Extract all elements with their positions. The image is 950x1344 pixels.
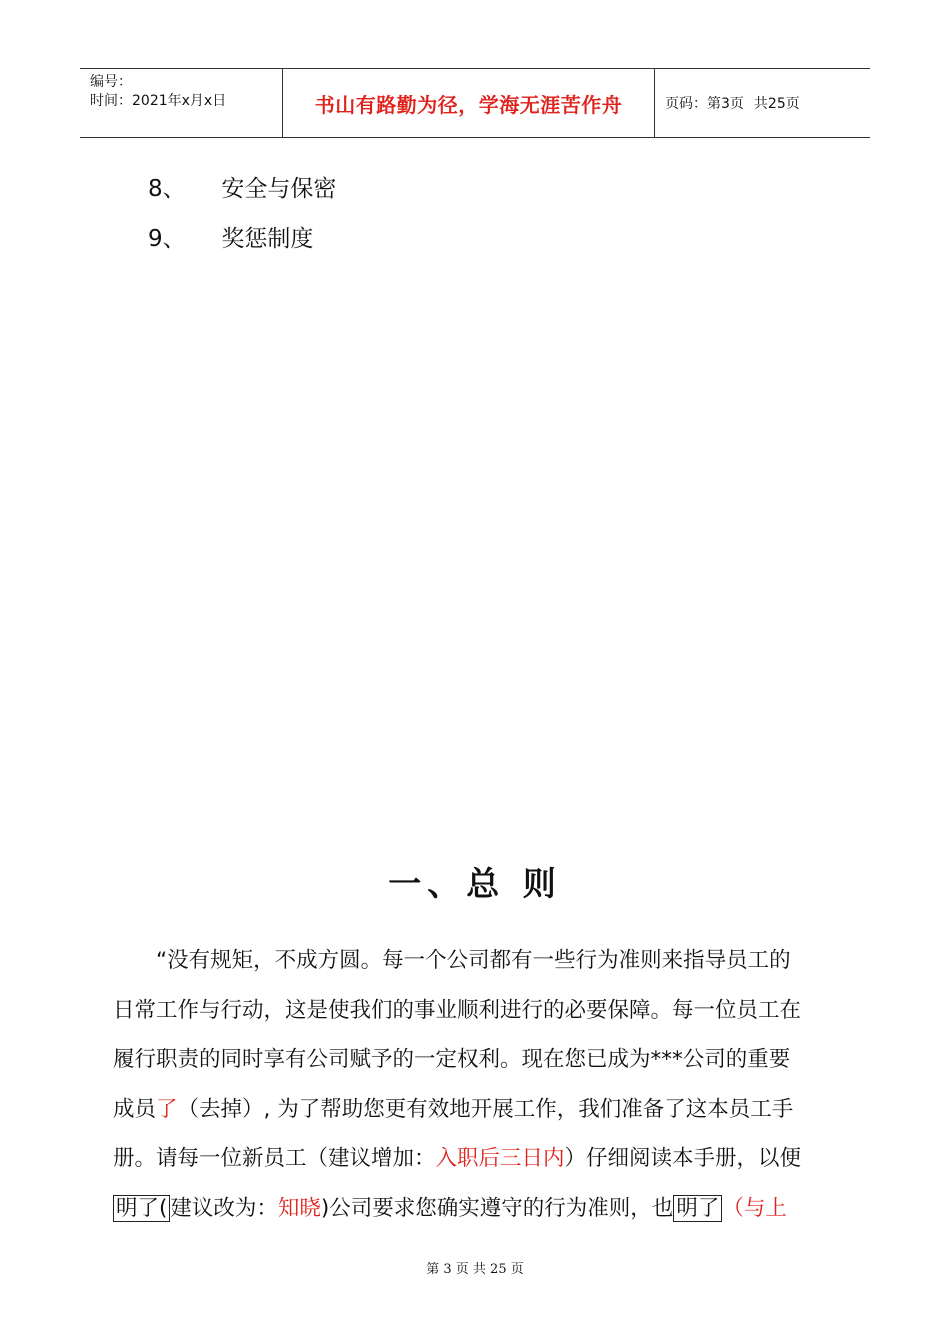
- paragraph-line: [113, 1085, 837, 1135]
- paragraph-line: [113, 1035, 837, 1085]
- header-page-label: 页码：第3页: [665, 96, 744, 112]
- toc-item: [148, 220, 313, 253]
- paragraph-line: [113, 986, 837, 1036]
- paragraph-text: )公司要求您确实遵守的行为准则，也: [320, 1195, 674, 1221]
- paragraph-text: ）仔细阅读本手册，以便: [564, 1146, 802, 1171]
- revision-mark: （与上: [722, 1195, 787, 1221]
- header-meta: [80, 69, 282, 137]
- paragraph-line: [113, 936, 837, 986]
- revision-mark: 了: [156, 1096, 178, 1122]
- paragraph-text: （去掉）, 为了帮助您更有效地开展工作，我们准备了这本员工手: [177, 1096, 794, 1122]
- header-time-label: 时间：2021年x月x日: [90, 93, 227, 109]
- boxed-text: 明了(: [113, 1195, 170, 1222]
- paragraph-text: 日常工作与行动，这是使我们的事业顺利进行的必要保障。每一位员工在: [113, 997, 802, 1023]
- page-header: [80, 68, 870, 138]
- boxed-text: 明了: [673, 1195, 722, 1222]
- header-motto: 书山有路勤为径，学海无涯苦作舟: [314, 92, 623, 117]
- toc-item-number: 8、: [148, 176, 186, 202]
- revision-mark: 入职后三日内: [435, 1146, 565, 1171]
- paragraph-text: “没有规矩，不成方圆。每一个公司都有一些行为准则来指导员工的: [156, 948, 791, 973]
- header-page-cell: [655, 69, 870, 137]
- page-footer: 第 3 页 共 25 页: [426, 1262, 524, 1277]
- paragraph-line: [113, 1134, 837, 1184]
- paragraph-text: 履行职责的同时享有公司赋予的一定权利。现在您已成为***公司的重要: [113, 1047, 791, 1072]
- toc-item: [148, 170, 336, 203]
- section-title: 一、总 则: [388, 864, 562, 903]
- toc-item-number: 9、: [148, 226, 186, 252]
- toc-item-label: 奖惩制度: [221, 226, 314, 252]
- paragraph-text: 成员: [113, 1096, 157, 1122]
- header-motto-cell: [282, 69, 655, 137]
- revision-mark: 知晓: [277, 1195, 321, 1221]
- body-paragraph: [113, 936, 837, 1233]
- toc-item-label: 安全与保密: [221, 176, 337, 202]
- header-code-label: 编号：: [90, 74, 132, 90]
- header-total-label: 共25页: [753, 96, 800, 112]
- paragraph-line: [113, 1184, 837, 1234]
- paragraph-text: 册。请每一位新员工（建议增加：: [113, 1146, 436, 1171]
- paragraph-text: 建议改为：: [170, 1195, 278, 1221]
